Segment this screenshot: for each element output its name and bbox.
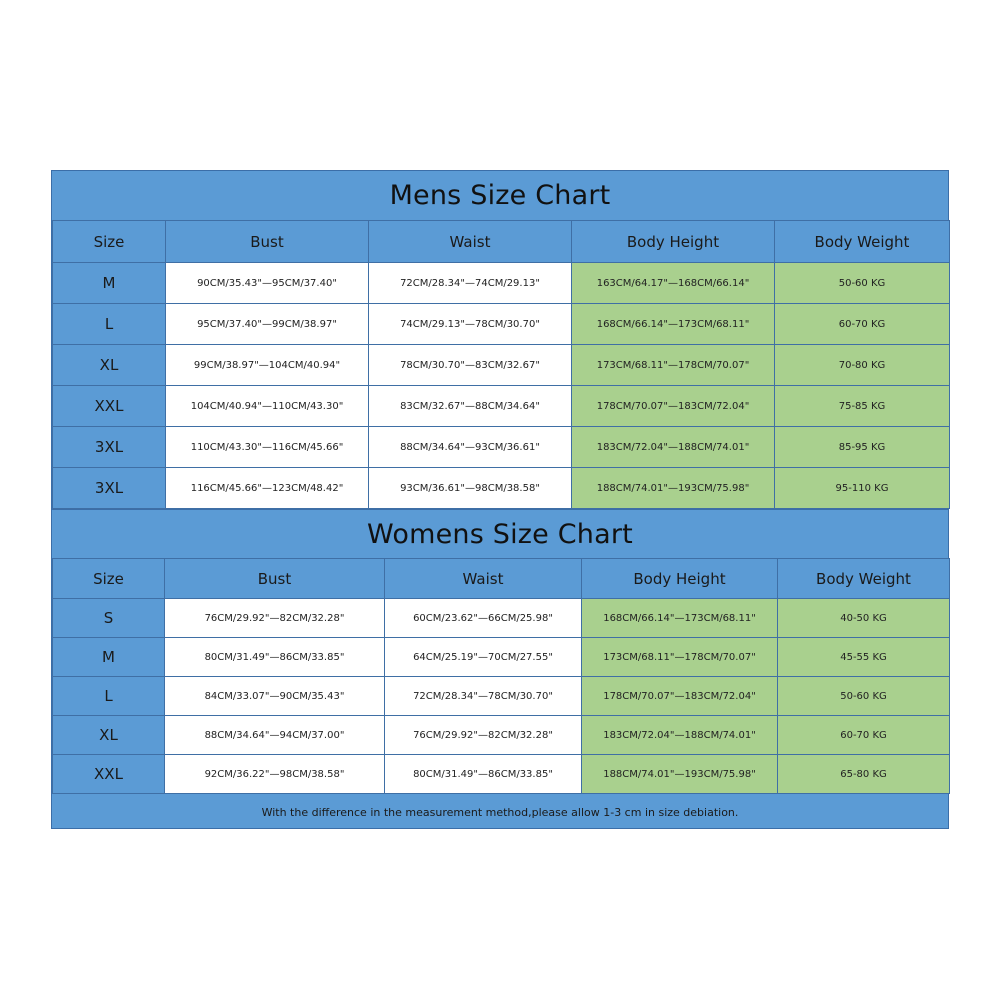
size-cell: 3XL xyxy=(53,427,166,468)
mens-header-bust: Bust xyxy=(166,221,369,263)
table-row xyxy=(53,345,950,386)
bust-cell: 92CM/36.22"—98CM/38.58" xyxy=(165,755,385,794)
size-cell: L xyxy=(53,677,165,716)
mens-header-body-weight: Body Weight xyxy=(775,221,950,263)
weight-cell: 45-55 KG xyxy=(778,638,950,677)
bust-cell: 95CM/37.40"—99CM/38.97" xyxy=(166,304,369,345)
size-cell: XL xyxy=(53,345,166,386)
waist-cell: 88CM/34.64"—93CM/36.61" xyxy=(369,427,572,468)
weight-cell: 50-60 KG xyxy=(778,677,950,716)
table-row xyxy=(53,468,950,509)
table-row xyxy=(53,677,950,716)
height-cell: 173CM/68.11"—178CM/70.07" xyxy=(582,638,778,677)
table-row xyxy=(53,427,950,468)
size-cell: L xyxy=(53,304,166,345)
womens-header-waist: Waist xyxy=(385,559,582,599)
size-cell: XXL xyxy=(53,755,165,794)
womens-header-size: Size xyxy=(53,559,165,599)
mens-header-waist: Waist xyxy=(369,221,572,263)
height-cell: 173CM/68.11"—178CM/70.07" xyxy=(572,345,775,386)
weight-cell: 50-60 KG xyxy=(775,263,950,304)
womens-size-chart xyxy=(51,509,949,829)
waist-cell: 80CM/31.49"—86CM/33.85" xyxy=(385,755,582,794)
size-cell: S xyxy=(53,599,165,638)
table-row xyxy=(53,716,950,755)
weight-cell: 85-95 KG xyxy=(775,427,950,468)
weight-cell: 75-85 KG xyxy=(775,386,950,427)
waist-cell: 72CM/28.34"—74CM/29.13" xyxy=(369,263,572,304)
womens-header-body-height: Body Height xyxy=(582,559,778,599)
height-cell: 188CM/74.01"—193CM/75.98" xyxy=(572,468,775,509)
size-cell: XXL xyxy=(53,386,166,427)
womens-size-table xyxy=(52,558,950,794)
mens-header-row xyxy=(53,221,950,263)
bust-cell: 116CM/45.66"—123CM/48.42" xyxy=(166,468,369,509)
table-row xyxy=(53,599,950,638)
table-row xyxy=(53,263,950,304)
mens-size-chart xyxy=(51,170,949,540)
measurement-note: With the difference in the measurement method,please allow 1-3 cm in size debiation. xyxy=(261,806,739,819)
bust-cell: 88CM/34.64"—94CM/37.00" xyxy=(165,716,385,755)
height-cell: 163CM/64.17"—168CM/66.14" xyxy=(572,263,775,304)
mens-chart-title: Mens Size Chart xyxy=(389,180,611,211)
waist-cell: 78CM/30.70"—83CM/32.67" xyxy=(369,345,572,386)
table-row xyxy=(53,755,950,794)
weight-cell: 65-80 KG xyxy=(778,755,950,794)
waist-cell: 93CM/36.61"—98CM/38.58" xyxy=(369,468,572,509)
weight-cell: 60-70 KG xyxy=(775,304,950,345)
weight-cell: 95-110 KG xyxy=(775,468,950,509)
waist-cell: 83CM/32.67"—88CM/34.64" xyxy=(369,386,572,427)
mens-header-body-height: Body Height xyxy=(572,221,775,263)
waist-cell: 74CM/29.13"—78CM/30.70" xyxy=(369,304,572,345)
size-cell: M xyxy=(53,263,166,304)
size-cell: XL xyxy=(53,716,165,755)
womens-chart-title: Womens Size Chart xyxy=(367,519,633,550)
mens-header-size: Size xyxy=(53,221,166,263)
bust-cell: 104CM/40.94"—110CM/43.30" xyxy=(166,386,369,427)
height-cell: 178CM/70.07"—183CM/72.04" xyxy=(572,386,775,427)
bust-cell: 110CM/43.30"—116CM/45.66" xyxy=(166,427,369,468)
table-row xyxy=(53,304,950,345)
mens-size-table xyxy=(52,220,950,509)
table-row xyxy=(53,638,950,677)
waist-cell: 72CM/28.34"—78CM/30.70" xyxy=(385,677,582,716)
size-cell: 3XL xyxy=(53,468,166,509)
weight-cell: 60-70 KG xyxy=(778,716,950,755)
waist-cell: 64CM/25.19"—70CM/27.55" xyxy=(385,638,582,677)
height-cell: 168CM/66.14"—173CM/68.11" xyxy=(572,304,775,345)
height-cell: 183CM/72.04"—188CM/74.01" xyxy=(572,427,775,468)
table-row xyxy=(53,386,950,427)
bust-cell: 76CM/29.92"—82CM/32.28" xyxy=(165,599,385,638)
weight-cell: 70-80 KG xyxy=(775,345,950,386)
bust-cell: 99CM/38.97"—104CM/40.94" xyxy=(166,345,369,386)
bust-cell: 84CM/33.07"—90CM/35.43" xyxy=(165,677,385,716)
height-cell: 188CM/74.01"—193CM/75.98" xyxy=(582,755,778,794)
weight-cell: 40-50 KG xyxy=(778,599,950,638)
bust-cell: 90CM/35.43"—95CM/37.40" xyxy=(166,263,369,304)
waist-cell: 60CM/23.62"—66CM/25.98" xyxy=(385,599,582,638)
waist-cell: 76CM/29.92"—82CM/32.28" xyxy=(385,716,582,755)
bust-cell: 80CM/31.49"—86CM/33.85" xyxy=(165,638,385,677)
womens-header-row xyxy=(53,559,950,599)
size-cell: M xyxy=(53,638,165,677)
height-cell: 178CM/70.07"—183CM/72.04" xyxy=(582,677,778,716)
height-cell: 168CM/66.14"—173CM/68.11" xyxy=(582,599,778,638)
womens-header-bust: Bust xyxy=(165,559,385,599)
womens-header-body-weight: Body Weight xyxy=(778,559,950,599)
height-cell: 183CM/72.04"—188CM/74.01" xyxy=(582,716,778,755)
